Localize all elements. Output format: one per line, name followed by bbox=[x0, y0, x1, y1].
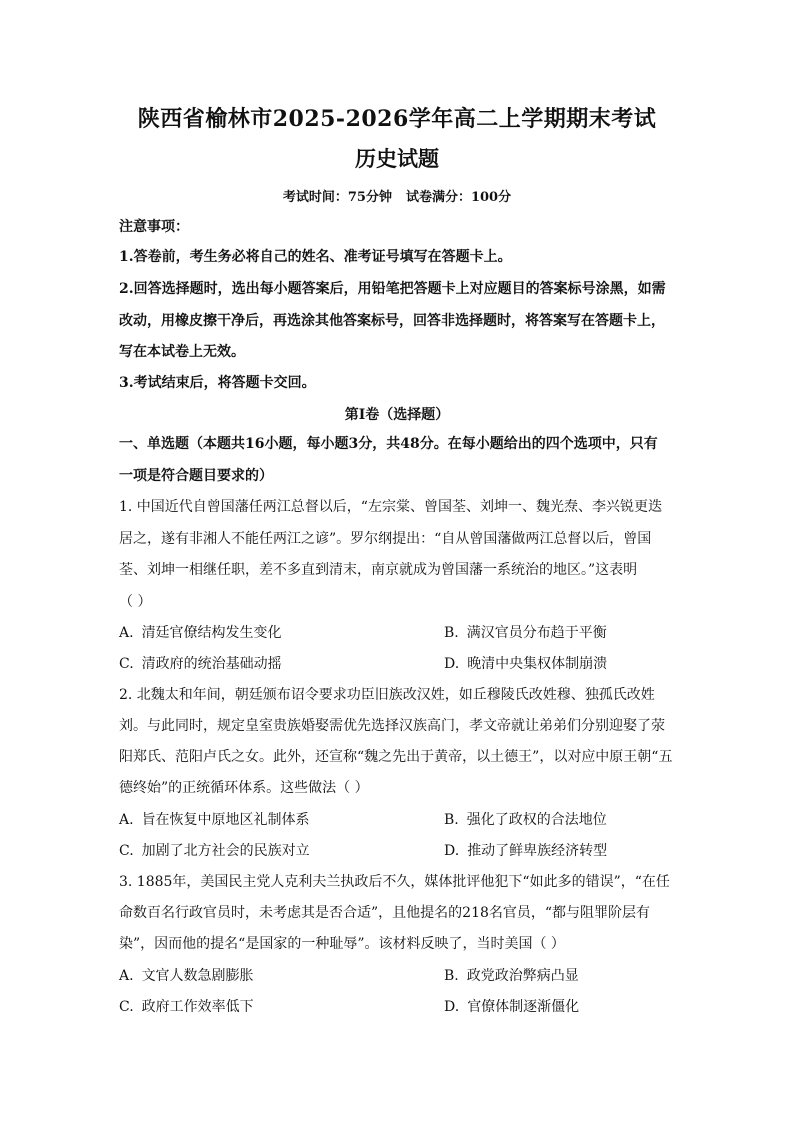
question-2-option-c: C. 加剧了北方社会的民族对立 bbox=[119, 843, 310, 859]
question-2-option-d: D. 推动了鲜卑族经济转型 bbox=[444, 843, 608, 859]
question-1-option-c: C. 清政府的统治基础动摇 bbox=[119, 656, 282, 672]
question-1-option-a: A. 清廷官僚结构发生变化 bbox=[119, 625, 282, 641]
question-2-text: 阳郑氏、范阳卢氏之女。此外，还宣称“魏之先出于黄帝，以土德王”，以对应中原王朝“五 bbox=[119, 749, 673, 765]
question-2-text: 2. 北魏太和年间，朝廷颁布诏令要求功臣旧族改汉姓，如丘穆陵氏改姓穆、独孤氏改姓 bbox=[119, 687, 655, 703]
part-heading: 第Ⅰ卷（选择题） bbox=[344, 407, 450, 423]
question-2-text: 刘。与此同时，规定皇室贵族婚娶需优先选择汉族高门，孝文帝就让弟弟们分别迎娶了荥 bbox=[119, 718, 665, 734]
notice-line: 写在本试卷上无效。 bbox=[119, 344, 245, 360]
notice-line: 改动，用橡皮擦干净后，再选涂其他答案标号，回答非选择题时，将答案写在答题卡上， bbox=[119, 313, 665, 329]
page-subtitle: 历史试题 bbox=[355, 146, 439, 171]
question-1-option-b: B. 满汉官员分布趋于平衡 bbox=[444, 625, 607, 641]
question-1-text: 居之，遂有非湘人不能任两江之谚”。罗尔纲提出：“自从曾国藩做两江总督以后，曾国 bbox=[119, 531, 652, 547]
question-3-option-c: C. 政府工作效率低下 bbox=[119, 999, 254, 1015]
question-3-text: 3. 1885年，美国民主党人克利夫兰执政后不久，媒体批评他犯下“如此多的错误”，“在任 bbox=[119, 874, 670, 890]
question-3-option-d: D. 官僚体制逐渐僵化 bbox=[444, 999, 580, 1015]
question-1-option-d: D. 晚清中央集权体制崩溃 bbox=[444, 656, 608, 672]
question-3-option-a: A. 文官人数急剧膨胀 bbox=[119, 968, 254, 984]
question-2-text: 德终始”的正统循环体系。这些做法（ ） bbox=[119, 780, 369, 796]
notice-line: 1.答卷前，考生务必将自己的姓名、准考证号填写在答题卡上。 bbox=[119, 249, 512, 265]
exam-full-score: 试卷满分：100分 bbox=[405, 190, 512, 205]
page-title: 陕西省榆林市2025-2026学年高二上学期期末考试 bbox=[137, 106, 657, 132]
exam-meta bbox=[0, 186, 794, 205]
question-3-text: 染”，因而他的提名“是国家的一种耻辱”。该材料反映了，当时美国（ ） bbox=[119, 936, 565, 952]
question-1-text: （ ） bbox=[119, 594, 152, 610]
question-2-option-a: A. 旨在恢复中原地区礼制体系 bbox=[119, 812, 310, 828]
question-1-text: 1. 中国近代自曾国藩任两江总督以后，“左宗棠、曾国荃、刘坤一、魏光焘、李兴锐更迭 bbox=[119, 499, 662, 515]
question-3-option-b: B. 政党政治弊病凸显 bbox=[444, 968, 579, 984]
notice-heading: 注意事项： bbox=[119, 219, 189, 235]
question-2-option-b: B. 强化了政权的合法地位 bbox=[444, 812, 607, 828]
question-1-text: 荃、刘坤一相继任职，差不多直到清末，南京就成为曾国藩一系统治的地区。”这表明 bbox=[119, 562, 638, 578]
question-3-text: 命数百名行政官员时，未考虑其是否合适”，且他提名的218名官员，“都与阻罪阶层有 bbox=[119, 905, 651, 921]
exam-time: 考试时间：75分钟 bbox=[282, 190, 392, 205]
notice-line: 2.回答选择题时，选出每小题答案后，用铅笔把答题卡上对应题目的答案标号涂黑，如需 bbox=[119, 281, 666, 297]
notice-line: 3.考试结束后，将答题卡交回。 bbox=[119, 375, 316, 391]
section-instruction: 一项是符合题目要求的） bbox=[119, 468, 273, 484]
section-instruction: 一、单选题（本题共16小题，每小题3分，共48分。在每小题给出的四个选项中，只有 bbox=[119, 436, 658, 452]
